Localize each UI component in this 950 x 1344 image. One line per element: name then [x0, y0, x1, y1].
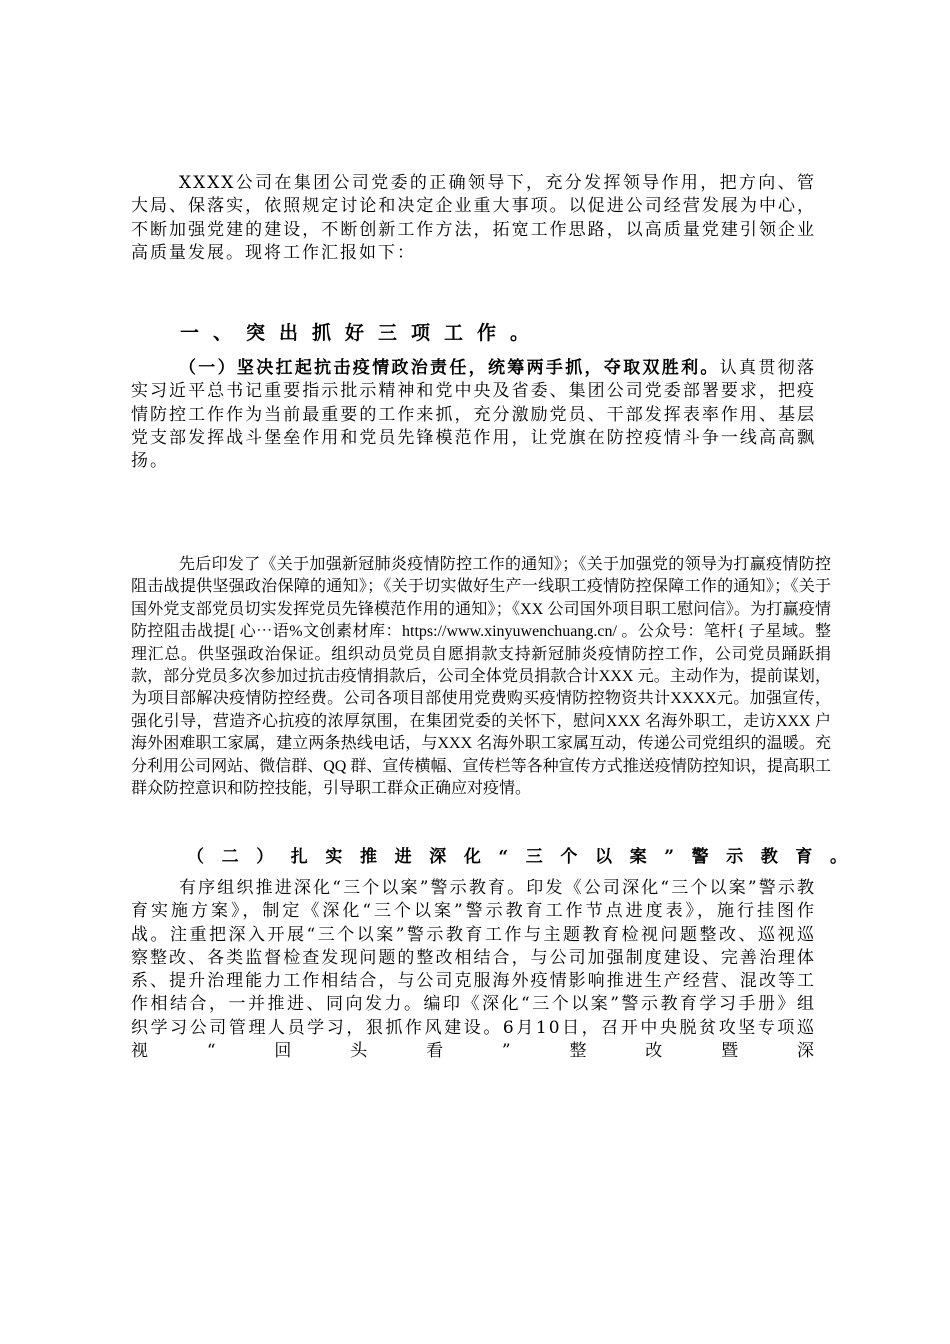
subsection-1-paragraph [131, 357, 816, 473]
intro-text: XXXX公司在集团公司党委的正确领导下，充分发挥领导作用，把方向、管大局、保落实，依照规定讨论和决定企业重大事项。以促进公司经营发展为中心，不断加强党建的建设，不断创新工作方法，拓宽工作思路，以高质量党建引领企业高质量发展。现将工作汇报如下： [131, 173, 816, 263]
subsection-1-body: 认真贯彻落实习近平总书记重要指示批示精神和党中央及省委、集团公司党委部署要求，把疫情防控工作作为当前最重要的工作来抓，充分激励党员、干部发挥表率作用、基层党支部发挥战斗堡垒作用和党员先锋模范作用，让党旗在防控疫情斗争一线高高飘扬。 [131, 358, 816, 472]
warning-education-text: 有序组织推进深化“三个以案”警示教育。印发《公司深化“三个以案”警示教育实施方案》，制定《深化“三个以案”警示教育工作节点进度表》，施行挂图作战。注重把深入开展“三个以案”警示教育工作与主题教育检视问题整改、巡视巡察整改、各类监督检查发现问题的整改相结合，与公司加强制度建设、完善治理体系、提升治理能力工作相结合，与公司克服海外疫情影响推进生产经营、混改等工作相结合，一并推进、同向发力。编印《深化“三个以案”警示教育学习手册》组织学习公司管理人员学习，狠抓作风建设。6月10日，召开中央脱贫攻坚专项巡视“回头看”整改暨深 [131, 878, 816, 1062]
epidemic-measures-text: 先后印发了《关于加强新冠肺炎疫情防控工作的通知》；《关于加强党的领导为打赢疫情防控阻击战提供坚强政治保障的通知》；《关于切实做好生产一线职工疫情防控保障工作的通知》；《关于国外党支部党员切实发挥党员先锋模范作用的通知》；《XX 公司国外项目职工慰问信》。为打赢疫情防控阻击战提[ 心⋯语%文创素材库：https://www.xinyuwenchuang.cn/ 。公众号：笔杆{ 子星域。整理汇总。供坚强政治保证。组织动员党员自愿捐款支持新冠肺炎疫情防控工作，公司党员踊跃捐款，部分党员多次参加过抗击疫情捐款后，公司全体党员捐款合计XXX 元。主动作为，提前谋划，为项目部解决疫情防控经费。公司各项目部使用党费购买疫情防控物资共计XXXX元。加强宣传，强化引导，营造齐心抗疫的浓厚氛围，在集团党委的关怀下，慰问XXX 名海外职工，走访XXX 户海外困难职工家属，建立两条热线电话，与XXX 名海外职工家属互动，传递公司党组织的温暖。充分利用公司网站、微信群、QQ 群、宣传横幅、宣传栏等各种宣传方式推送疫情防控知识，提高职工群众防控意识和防控技能，引导职工群众正确应对疫情。 [131, 556, 831, 798]
intro-paragraph [131, 172, 816, 265]
epidemic-measures-paragraph [131, 554, 831, 800]
subsection-1-title: （一）坚决扛起抗击疫情政治责任，统筹两手抓，夺取双胜利。 [179, 358, 720, 378]
subsection-2-heading: （二）扎实推进深化“三个以案”警示教育。 [187, 847, 847, 867]
warning-education-paragraph [131, 877, 816, 1063]
section-heading-1: 一、突出抓好三项工作。 [180, 322, 544, 344]
